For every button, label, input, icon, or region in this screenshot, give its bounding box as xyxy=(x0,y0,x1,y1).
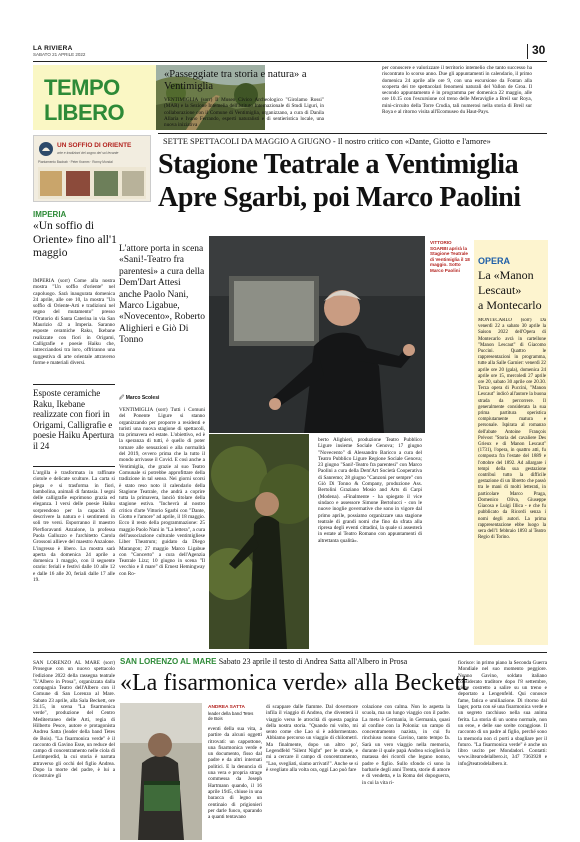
opera-headline-2: Lescaut» xyxy=(478,283,522,297)
oriente-subhead-rule xyxy=(33,384,115,385)
poster-strip: Piantamento Baobab · Peter Kramm · Ronny Mondal xyxy=(38,160,113,164)
beckett-headline: «La fisarmonica verde» alla Beckett xyxy=(120,670,468,696)
section-title-tempo: TEMPO xyxy=(44,75,120,100)
theatre-byline: 🖉 Marco Scolesi xyxy=(119,395,160,401)
section-title-libero: LIBERO xyxy=(44,100,125,125)
beckett-col2: eventi della sua vita, a partire da alcuni oggetti ritrovati: un cappottone, una fisarmonica verde e un documento, fisso dal padre e da altri internati politici. E la denuncia di una vera e propria strage commessa da Joseph Hartmann quando, il 16 aprile 1945, chiuse in una baracca di legno un centinaio di prigionieri per darle fuoco, sparando a quanti tentavano xyxy=(208,726,262,821)
beckett-top-rule xyxy=(33,652,547,653)
poster-title: UN SOFFIO DI ORIENTE xyxy=(57,142,132,149)
top-story-headline: «Passeggiate tra storia e natura» a Ventimiglia xyxy=(164,69,307,92)
page-number: 30 xyxy=(532,43,546,57)
theatre-body-col1: VENTIMIGLIA (sorr) Tutti i Comuni del Ponente Ligure si stanno organizzando per proporre a residenti e turisti una nuova stagione di spettacoli, tra primavera ed estate. L'obiettivo, ed è la speranza di tutti, è quello di poter tornare alle sensazioni e alla normalità del 2019, ovvero prima che la tutto il mondo arrivasse il Covid. E così anche a Ventimiglia, che grazie al suo Teatro Comunale si potrebbe approfittare della tradizione in tal senso. Nei giorni scorsi è stato reso noto il calendario della Stagione Teatrale, che andrà a coprire tutta la primavera, lanciò titolare della stagione estiva. "Inchevrà al nostro critico d'arte Vittorio Sgarbi con "Dante, Giotto e l'amore" ad aprile, il 18 maggio. Ecco il resto della programmazione: 25 maggio Paolo Nani in "La lettera", a cura dell'associazione culturale ventimigliese Liber Theatrum; guidato da Diego Marangon; 27 maggio Marco Ligabue con "Concerto" a cura dell'Agenzia Teatrale Lizz; 10 giugno in scena "Il vecchio e il mare" di Ernest Hemingway con Ro- xyxy=(119,407,205,577)
poster-logo-icon xyxy=(38,141,54,157)
opera-headline-1: La «Manon xyxy=(478,268,534,282)
page-number-divider xyxy=(527,44,528,59)
beckett-strapline xyxy=(120,657,450,666)
beckett-col5: fiorisce: in primo piano la Seconda Guerra Mondiale nel suo momento peggiore. Nonno Gavino, soldato italiano considerato traditore dopo l'8 settembre, viene costretto a salire su un treno e deportato a Lengenfeld. Qui conosce fame, fatica e umiliazione. Di ritorno dal lager, porta con sé una fisarmonica verde e un segreto racchiuso nella sua anima ferita. La storia di un uomo normale, non un eroe, e delle sue scelte coraggiose. Il racconto di un padre al figlio, perché sono la memoria non ci porti a sbagliare per il futuro. "La fisarmonica verde" è anche un libro uscito per Mondadori. Contatti: www.iltearodelalbero.it, 347 7363928 e info@teatrodelalbero.it. xyxy=(458,660,547,767)
oriente-body2: L'argilla è trasformata in raffinate ciotole e delicate sculture. La carta si piega e si trasforma in fiori, bambolina, animali di fantasia. I segni delle calligrafie esprimono grazia ed eleganza. I versi delle poesie Haiku sorprendono per la capacità di descrivere la natura e i sentimenti in soli tre versi. Esporranno il maestro Pierfioravanti Anzalone, la professa Paola Galluzzo e l'architetto Carola Grossoni allieve del maestro Anzalone. L'ingresso è libero. La mostra sarà aperta da domenica 24 aprile a domenica 1 maggio, con il seguente orario: feriali e festivi dalle 10 alle 12 e dalle 16 alle 20, feriali dalle 17 alle 19. xyxy=(33,470,115,584)
byline-icon: 🖉 xyxy=(119,395,126,401)
theatre-body-col2: berto Alighieri, produzione Teatro Pubblico Ligure insieme Sociale Genova; 17 giugno "Novecento" di Alessandro Baricco a cura del Teatro Pubblico Ligure Regione Sociale Genova; 23 giugno "Sani!-Teatro fra parentesi" con Marco Paolini a cura della Dem'Art Società Cooperativa di Sanremo; 28 giugno "Canzoni per sempre" con Giò Di Tonno & Company, produzione Ass. Bertolini Graziano Mosio and Arts di Carpi (Modena). «Finalmente - ha spiegato il vice sindaco e assessore Simone Bertolucci - con le nuove inoglie governative che sono in vigore dal primo aprile, possiamo organizzare una stagione teatrale di grandi nomi che fino da sfrata alla ripresa degli eventi cittadini, la quale si assesterà in estate al Teatro Romano con appuntamenti di altrettanta qualità». xyxy=(318,437,422,544)
beckett-place: SAN LORENZO AL MARE xyxy=(120,657,217,666)
satta-photo xyxy=(120,703,202,840)
poster-subtitle: arte e tradizioni del sogno del sol levante xyxy=(57,151,119,155)
paolini-photo xyxy=(209,434,309,649)
theatre-headline-line2: Apre Sgarbi, poi Marco Paolini xyxy=(158,182,521,213)
theatre-photo-caption: VITTORIO SGARBI aprirà la Stagione Teatrale di Ventimiglia il 18 maggio. Sotto Marco Paolini xyxy=(430,240,470,273)
beckett-caption-text: leader della band Tetes de Bois xyxy=(208,711,254,722)
beckett-col1: SAN LORENZO AL MARE (sorr) Prosegue con un nuovo spettacolo l'edizione 2022 della rassegna teatrale "L'Albero in Prosa", organizzata dalla compagnia Teatro dell'Albero con il Comune di San Lorenzo al Mare. Sabato 23 aprile, alla Sala Beckett, ore 21.15, in scena "La fisarmonica verde", produzione del Centro Mediterraneo delle Arti, regia di Hilberto Pesce, autore e protagonista Andrea Satta (leader della band Tetes de Bois). "La fisarmonica verde" è il racconto di Gavino Esse, un reduce del campo di concentramento nelle ciola di Lerimperdid, la cui storia è narrata attraverso gli occhi del figlio Andrea. Dopo la morte del padre, è lui a ricostruire gli xyxy=(33,660,115,780)
sgarbi-photo xyxy=(209,236,425,433)
opera-kicker: OPERA xyxy=(478,256,511,266)
oriente-subhead: Esposte ceramiche Raku, Ikebane realizzate con fiori in Origami, Calligrafie e poesie Haiku Apertura il 24 xyxy=(33,388,114,451)
oriente-subhead-rule-bottom xyxy=(33,466,115,467)
opera-headline-3: a Montecarlo xyxy=(478,298,542,312)
top-story-col1: VENTIMIGLIA (sorr) Il Museo Civico Archeologico "Girolamo Rossi" (MAR) e la Sezione Intemelia dell'Istituto Internazionale di Studi Liguri, in collaborazione con il Comune di Ventimiglia, organizzano, a cura di Danila Allaria e Ivano Ferrando, esperti naturalisti e di sentieristica locale, una nuova iniziativa xyxy=(164,97,324,129)
oriente-headline: «Un soffio di Oriente» fino all'1 maggio xyxy=(33,220,117,260)
top-story-col2: per conoscere e valorizzare il territorio intemelio che tanto successo ha riscontrato lo scorso anno. Due gli appuntamenti in calendario, il primo domenica 24 aprile alle ore 9, con una escursione da Fontan alla scoperta dei tre spettacolari fenomeni naturali del Vallon de Groa. Il secondo appuntamento è in programma per domenica 22 maggio, alle ore 10.15 con l'escursione col treno delle Meraviglie a Breil sur Roya, mini-circuito della Torre Crudia, tali numerosi nella storia di Breil sur Roya e al ritorno visita all'Ecomuseo du Haut-Pays. xyxy=(382,65,532,116)
beckett-col4: colazione con calma. Non lo aspetta la scuola, ma un lungo viaggio con il padre. La meta è Germania, in Germania, quasi al confine con la Polonia: un campo di concentramento nazista, in cui fu rinchiuso nonno Gavino, tanto tempo fa. Sarà un vero viaggio nella memoria, durante il quale papà Andrea scioglierà la matassa dei ricordi che legano nonno, padre e figlio. Sullo sfondo ci sono la barbarie degli anni Trenta, storie di amore e di vendetta, e la Roma del dopoguerra, in cui la vita ri- xyxy=(362,704,450,786)
oriente-body: IMPERIA (sorr) Come alla nostra mostra "Un soffio d'oriente" nel capoluogo. Sarà inaugurata domenica 24 aprile, alle ore 10, la mostra "Un soffio di Oriente-Arti e tradizioni nel segno del mutamento" presso l'Oratorio di Santa Caterina in via San Maurizio 42 a Imperia. Saranno esposte ceramiche Raku, Ikebane realizzate con fiori in Origami, Calligrafie e poesie Haiku che, intrecciandosi tra loro, offriranno una suggestiva di arte orientale attraverso forme e materiali diversi. xyxy=(33,278,115,366)
opera-body: MONTECARLO (sorr) Da venerdì 22 a sabato 30 aprile la Saison 2022 dell'Opera di Montecarlo avrà in cartellone "Manon Lescaut" di Giacomo Puccini. Quattro le rappresentazioni in programma, tutte alla Salle Garnier: venerdì 22 aprile ore 20 (gala), domenica 24 aprile ore 15, mercoledì 27 aprile ore 20, sabato 30 aprile ore 20.30. Terza opera di Puccini, "Manon Lescaut" indicò all'autore la buona strada da percorrere. Il generalmente considerata la sua prima partitura operistica compiutamente matura e personale. Ispirata al romanzo dell'abate Antoine François Prévost "Storia del cavaliere Des Grieux e di Manon Lescaut" (1731), l'opera, in quattro atti, fu composta fra l'estate del 1889 e l'ottobre del 1892. Ad allargare i tempi della sua gestazione contribuì tutto la difficile gestazione di un libretto che passò tra le mani di molti letterati, in particolare Marco Praga, Domenico Oliva, Giuseppe Giacosa e Luigi Illica - e che fu pubblicato da Ricordi senza i nomi degli autori. La prima rappresentazione ebbe luogo la sera dell'1 febbraio 1893 al Teatro Regio di Torino. xyxy=(478,318,546,541)
theatre-headline-line1: Stagione Teatrale a Ventimiglia xyxy=(158,149,519,180)
beckett-caption-name: ANDREA SATTA xyxy=(208,705,245,710)
poster-artworks xyxy=(38,167,146,199)
theatre-strapline: SETTE SPETTACOLI DA MAGGIO A GIUGNO - Il nostro critico con «Dante, Giotto e l'amore» xyxy=(163,137,491,146)
issue-date: SABATO 21 APRILE 2022 xyxy=(33,52,86,57)
theatre-deck: L'attore porta in scena «Sani!-Teatro fra parentesi» a cura della Dem'Dart Attesi anche Paolo Nani, Marco Ligabue, «Novecento», Roberto Alighieri e Giò Di Tonno xyxy=(119,244,206,346)
beckett-col3: di scappare dalle fiamme. Dal dovertoore infila il viaggio di Andrea, che diventerà il viaggio verso le atrocità di questa pagina della nostra storia. "Quando mi volto, mi sento come che Lao si è addormentato. Abbiamo percorso un viaggio di chilometri. Ma finalmente, dopo un altro po', Legendfeld "Silent Night" per le strade, e mi a cercare il campo di concentramento, "Lao, svegliati, siamo arrivati!". Anche se si è svegliato alla volta ora, oggi Lao può fare xyxy=(266,704,358,773)
oriente-kicker: IMPERIA xyxy=(33,210,67,219)
masthead: LA RIVIERA xyxy=(33,45,73,52)
header-rule xyxy=(33,61,547,62)
strapline-rule xyxy=(158,133,547,134)
beckett-strapline-text: Sabato 23 aprile il testo di Andrea Satta all'Albero in Prosa xyxy=(218,657,408,666)
